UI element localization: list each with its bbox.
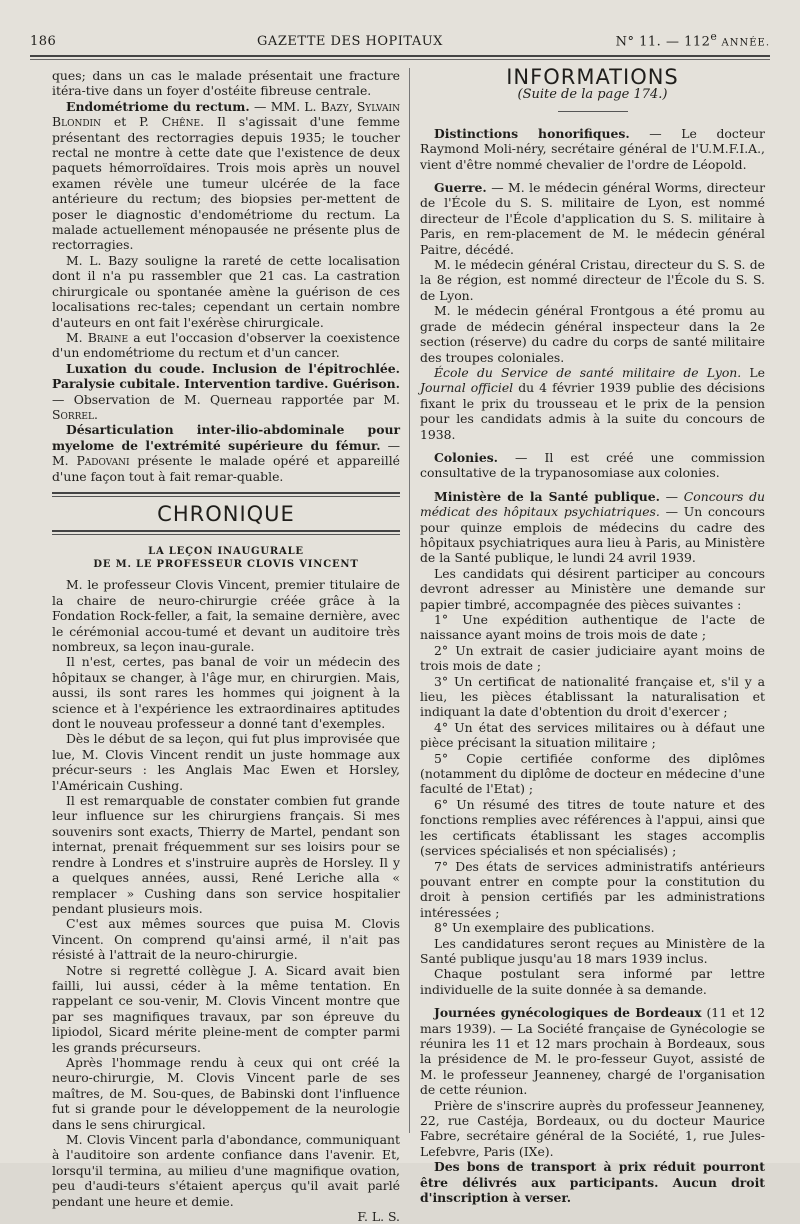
left-column [52, 68, 400, 1224]
header-rule-thin [30, 59, 770, 60]
paragraph: Les candidatures seront reçues au Ministère de la Santé publique jusqu'au 18 mars 1939 inclus. [420, 935, 765, 966]
paragraph: Il n'est, certes, pas banal de voir un médecin des hôpitaux se changer, à l'âge mur, en chirurgien. Mais, aussi, ils sont rares les hommes qui joignent à la science et à l'expérience les extraordinaires aptitudes dont le nouveau professeur a donné tant d'exemples. [52, 654, 400, 732]
paragraph: M. Clovis Vincent parla d'abondance, communiquant à l'auditoire son ardente confiance dans l'avenir. Et, lorsqu'il termina, au milieu d'une magnifique ovation, peu d'audi-teurs s'étaient aperçus qu'il avait parlé pendant une heure et demie. [52, 1132, 400, 1209]
paragraph: M. le médecin général Frontgous a été promu au grade de médecin général inspecteur dans la 2e section (réserve) du cadre du corps de santé militaire des troupes coloniales. [420, 303, 765, 365]
list-item: 1° Une expédition authentique de l'acte de naissance ayant moins de trois mois de date ; [420, 612, 765, 643]
paragraph: Colonies. — Il est créé une commission consultative de la trypanosomiase aux colonies. [420, 449, 765, 481]
column-separator [409, 68, 410, 1133]
right-column [420, 65, 766, 1206]
paragraph: M. Braine a eut l'occasion d'observer la coexistence d'un endométriome du rectum et d'un cancer. [52, 329, 400, 361]
paragraph: Luxation du coude. Inclusion de l'épitrochlée. Paralysie cubitale. Intervention tardive. Guérison. — Observation de M. Querneau rapportée par M. Sorrel. [52, 360, 400, 422]
paragraph: Des bons de transport à prix réduit pourront être délivrés aux participants. Aucun droit d'inscription à verser. [420, 1159, 765, 1206]
page-number: 186 [30, 34, 57, 50]
paragraph: Journées gynécologiques de Bordeaux (11 et 12 mars 1939). — La Société française de Gynécologie se réunira les 11 et 12 mars prochain à Bordeaux, sous la présidence de M. le pro-fesseur Guyot, assisté de M. le professeur Jeanneney, chargé de l'organisation de cette réunion. [420, 1005, 766, 1098]
issue-number: N° 11. — 112e ANNÉE. [615, 30, 770, 50]
paragraph: Endométriome du rectum. — MM. L. Bazy, Sylvain Blondin et P. Chêne. Il s'agissait d'une femme présentant des rectorragies depuis 1935; le toucher rectal ne montre à cette date que l'existence de deux paquets hémorroïdaires. Trois mois après un nouvel examen révèle une tumeur ulcérée de la face antérieure du rectum; des biopsies per-mettent de poser le diagnostic d'endométriome du rectum. La malade actuellement ménopausée ne présente plus de rectorragies. [52, 98, 400, 253]
list-item: 2° Un extrait de casier judiciaire ayant moins de trois mois de date ; [420, 642, 765, 674]
running-title: GAZETTE DES HOPITAUX [257, 34, 443, 50]
signature-line [52, 1209, 400, 1224]
paragraph: Chaque postulant sera informé par lettre individuelle de la suite donnée à sa demande. [420, 966, 765, 997]
list-item: 3° Un certificat de nationalité française et, s'il y a lieu, les pièces établissant la naturalisation et indiquant la date d'obtention du droit d'exercer ; [420, 673, 765, 720]
paragraph: Il est remarquable de constater combien fut grande leur influence sur les chirurgiens français. Si mes souvenirs sont exacts, Thierry de Martel, pendant son internat, prenait fréquemment sur ses loisirs pour se rendre à Londres et s'instruire auprès de Horsley. Il y a quelques années, aussi, René Leriche alla « remplacer » Cushing dans son service hospitalier pendant plusieurs mois. [52, 793, 400, 916]
paragraph: Distinctions honorifiques. — Le docteur Raymond Moli-néry, secrétaire général de l'U.M.F.I.A., vient d'être nommé chevalier de l'ordre de Léopold. [420, 125, 765, 172]
paragraph: M. le médecin général Cristau, directeur du S. S. de la 8e région, est nommé directeur de l'École du S. S. de Lyon. [420, 257, 765, 303]
paragraph: Dès le début de sa leçon, qui fut plus improvisée que lue, M. Clovis Vincent rendit un juste hommage aux précur-seurs : les Anglais Mac Ewen et Horsley, l'Américain Cushing. [52, 731, 400, 793]
article-title: LA LEÇON INAUGURALE DE M. LE PROFESSEUR CLOVIS VINCENT [93, 546, 359, 571]
paragraph: Les candidats qui désirent participer au concours devront adresser au Ministère une demande sur papier timbré, accompagnée des pièces suivantes : [420, 565, 765, 612]
header-rule [30, 55, 770, 57]
paragraph: M. L. Bazy souligne la rareté de cette localisation dont il n'a pu rassembler que 21 cas. La castration chirurgicale ou spontanée amène la guérison de ces localisations rec-tales; cependant un certain nombre d'auteurs en ont fait l'exérèse chirurgicale. [52, 252, 400, 330]
section-title-informations: INFORMATIONS [506, 65, 679, 89]
paragraph: M. le professeur Clovis Vincent, premier titulaire de la chaire de neuro-chirurgie créée grâce à la Fondation Rock-feller, a fait, la semaine dernière, avec le cérémonial accou-tumé et devant un auditoire très nombreux, sa leçon inau-gurale. [52, 577, 400, 654]
paragraph: Prière de s'inscrire auprès du professeur Jeanneney, 22, rue Castéja, Bordeaux, ou du docteur Maurice Fabre, secrétaire général de la Société, 1, rue Jules-Lefebvre, Paris (IXe). [420, 1097, 765, 1159]
paragraph: Ministère de la Santé publique. — Concours du médicat des hôpitaux psychiatriques. — Un concours pour quinze emplois de médecins du cadre des hôpitaux psychiatriques aura lieu à Paris, au Ministère de la Santé publique, le lundi 24 avril 1939. [420, 488, 765, 566]
paragraph: Désarticulation inter-ilio-abdominale pour myelome de l'extrémité supérieure du fémur. — M. Padovani présente le malade opéré et appareillé d'une façon tout à fait remar-quable. [52, 422, 400, 484]
section-rule [52, 530, 400, 535]
list-item: 5° Copie certifiée conforme des diplômes (notamment du diplôme de docteur en médecine d'une faculté de l'Etat) ; [420, 750, 765, 797]
paragraph: Après l'hommage rendu à ceux qui ont créé la neuro-chirurgie, M. Clovis Vincent parle de ses maîtres, de M. Sou-ques, de Babinski dont l'influence fut si grande pour le développement de la neurologie dans le sens chirurgical. [52, 1054, 400, 1132]
paragraph: Guerre. — M. le médecin général Worms, directeur de l'École du S. S. militaire de Lyon, est nommé directeur de l'École d'application du S. S. militaire à Paris, en rem-placement de M. le médecin général Paitre, décédé. [420, 180, 765, 257]
list-item: 7° Des états de services administratifs antérieurs pouvant entrer en compte pour la constitution du droit à pension certifiés par les administrations intéressées ; [420, 858, 765, 920]
list-item: 8° Un exemplaire des publications. [434, 920, 655, 936]
paragraph: ques; dans un cas le malade présentait une fracture itéra-tive dans un foyer d'ostéite fibreuse centrale. [52, 68, 400, 99]
paragraph: École du Service de santé militaire de Lyon. Le Journal officiel du 4 février 1939 publie des décisions fixant le prix du trousseau et le prix de la pension pour les candidats admis à la suite du concours de 1938. [420, 364, 766, 442]
section-rule [52, 492, 400, 497]
list-item: 4° Un état des services militaires ou à défaut une pièce précisant la situation militaire ; [420, 719, 765, 751]
continuation-note: (Suite de la page 174.) [517, 87, 668, 103]
paragraph: C'est aux mêmes sources que puisa M. Clovis Vincent. On comprend qu'ainsi armé, il n'ait pas résisté à l'attrait de la neuro-chirurgie. [52, 916, 400, 963]
short-rule [558, 111, 628, 112]
signature: F. L. S. [357, 1209, 400, 1224]
page-header [30, 30, 770, 52]
paragraph: Notre si regretté collègue J. A. Sicard avait bien failli, lui aussi, céder à la même tentation. En rappelant ce sou-venir, M. Clovis Vincent montre que par ses magnifiques travaux, par son épreuve du lipiodol, Sicard mérite pleine-ment de compter parmi les grands précurseurs. [52, 962, 400, 1055]
section-title-chronique: CHRONIQUE [157, 501, 295, 526]
list-item: 6° Un résumé des titres de toute nature et des fonctions remplies avec références à l'appui, ainsi que les certificats établissant les stages accomplis (services spécialisés et non spécialisés) ; [420, 796, 765, 859]
